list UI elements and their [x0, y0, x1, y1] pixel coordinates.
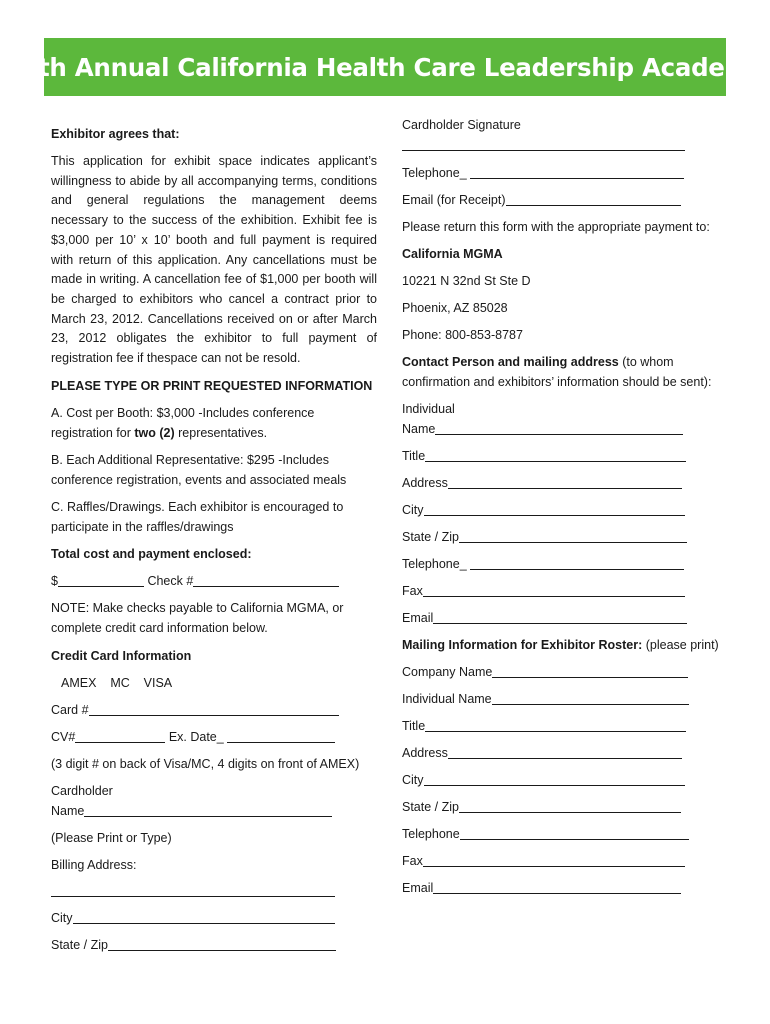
- item-a-pre: A. Cost per Booth: $3,000 -Includes conference registration for: [51, 405, 315, 440]
- email-receipt-label: Email (for Receipt): [402, 193, 506, 207]
- roster-address-label: Address: [402, 746, 448, 760]
- telephone-row: [402, 163, 722, 183]
- roster-title-label: Title: [402, 719, 426, 733]
- individual-label: Individual: [402, 402, 455, 416]
- page-title-banner: [4, 38, 766, 96]
- roster-title-row: [402, 716, 722, 736]
- roster-email-field[interactable]: [433, 880, 681, 894]
- contact-name-row: [402, 419, 722, 439]
- cardholder-name-field[interactable]: [84, 803, 332, 817]
- exhibitor-heading: Exhibitor agrees that:: [51, 127, 180, 141]
- roster-city-field[interactable]: [424, 772, 685, 786]
- payment-row: [51, 571, 377, 591]
- roster-title-field[interactable]: [425, 718, 686, 732]
- contact-city-label: City: [402, 503, 424, 517]
- contact-state-zip-field[interactable]: [459, 529, 687, 543]
- roster-state-zip-row: [402, 797, 722, 817]
- return-text: Please return this form with the appropriate payment to:: [402, 220, 710, 234]
- roster-company-label: Company Name: [402, 665, 493, 679]
- roster-city-label: City: [402, 773, 424, 787]
- roster-city-row: [402, 770, 722, 790]
- contact-heading: Contact Person and mailing address: [402, 355, 619, 369]
- roster-heading: Mailing Information for Exhibitor Roster:: [402, 638, 643, 652]
- cv-field[interactable]: [75, 729, 165, 743]
- cv-note: (3 digit # on back of Visa/MC, 4 digits on front of AMEX): [51, 756, 360, 771]
- org-address1: 10221 N 32nd St Ste D: [402, 274, 531, 288]
- contact-state-zip-row: [402, 527, 722, 547]
- item-b: B. Each Additional Representative: $295 -Includes conference registration, events and associated meals: [51, 452, 347, 487]
- right-column: [402, 115, 722, 898]
- signature-label: Cardholder Signature: [402, 118, 521, 132]
- contact-email-row: [402, 608, 722, 628]
- contact-email-label: Email: [402, 611, 434, 625]
- agreement-text: This application for exhibit space indicates applicant’s willingness to abide by all accompanying terms, conditions and general regulations the management deems necessary to the success of the exhibition. Exhibit fee is $3,000 per 10’ x 10’ booth and full payment is required with return of this application. Any cancellations must be made in writing. A cancellation fee of $1,000 per booth will be charged to exhibitors who cancel a contract prior to March 23, 2012. Cancellations received on or after March 23, 2012 obligates the exhibitor to full payment of registration fee if thespace can not be resold.: [51, 154, 377, 366]
- city-label: City: [51, 910, 73, 925]
- card-row: [51, 700, 377, 720]
- roster-company-row: [402, 662, 722, 682]
- contact-name-label: Name: [402, 422, 436, 436]
- contact-address-field[interactable]: [448, 475, 682, 489]
- roster-email-label: Email: [402, 881, 434, 895]
- contact-fax-label: Fax: [402, 584, 423, 598]
- check-label: Check #: [147, 573, 194, 588]
- roster-company-field[interactable]: [492, 664, 688, 678]
- telephone-field[interactable]: [470, 165, 684, 179]
- exp-label: Ex. Date_: [168, 729, 224, 744]
- signature-row: [402, 135, 722, 155]
- print-heading: PLEASE TYPE OR PRINT REQUESTED INFORMATION: [51, 378, 373, 393]
- contact-title-row: [402, 446, 722, 466]
- contact-email-field[interactable]: [433, 610, 687, 624]
- roster-fax-row: [402, 851, 722, 871]
- state-zip-row: [51, 935, 377, 955]
- card-number-field[interactable]: [89, 702, 339, 716]
- contact-title-field[interactable]: [425, 448, 686, 462]
- roster-email-row: [402, 878, 722, 898]
- contact-telephone-label: Telephone_: [402, 557, 467, 571]
- item-c: C. Raffles/Drawings. Each exhibitor is encouraged to participate in the raffles/drawings: [51, 499, 344, 534]
- card-types[interactable]: AMEX MC VISA: [61, 675, 173, 690]
- contact-paragraph: [402, 352, 722, 392]
- org-address2: Phoenix, AZ 85028: [402, 301, 508, 315]
- roster-individual-field[interactable]: [492, 691, 689, 705]
- state-zip-field[interactable]: [108, 937, 336, 951]
- contact-address-label: Address: [402, 476, 448, 490]
- billing-label: Billing Address:: [51, 857, 137, 872]
- note: NOTE: Make checks payable to California MGMA, or complete credit card information below.: [51, 600, 344, 635]
- exp-date-field[interactable]: [227, 729, 335, 743]
- contact-name-field[interactable]: [435, 421, 683, 435]
- name-label: Name: [51, 803, 85, 818]
- item-a-post: representatives.: [174, 425, 268, 440]
- roster-telephone-label: Telephone: [402, 827, 460, 841]
- telephone-label: Telephone_: [402, 166, 467, 180]
- contact-title-label: Title: [402, 449, 426, 463]
- roster-fax-field[interactable]: [423, 853, 685, 867]
- cardholder-name-row: [51, 801, 377, 821]
- check-number-field[interactable]: [193, 573, 339, 587]
- roster-address-row: [402, 743, 722, 763]
- roster-individual-label: Individual Name: [402, 692, 492, 706]
- left-column: [51, 124, 377, 955]
- contact-note: (to whom confirmation and exhibitors’ information should be sent):: [402, 355, 712, 389]
- email-receipt-field[interactable]: [506, 192, 681, 206]
- signature-field[interactable]: [402, 137, 685, 151]
- roster-address-field[interactable]: [448, 745, 682, 759]
- dollar-label: $: [51, 573, 58, 588]
- contact-address-row: [402, 473, 722, 493]
- roster-state-zip-label: State / Zip: [402, 800, 459, 814]
- item-a: [51, 403, 377, 443]
- roster-telephone-field[interactable]: [460, 826, 689, 840]
- cc-heading: Credit Card Information: [51, 648, 192, 663]
- contact-telephone-row: [402, 554, 722, 574]
- roster-state-zip-field[interactable]: [459, 799, 681, 813]
- org-name: California MGMA: [402, 247, 503, 261]
- roster-individual-row: [402, 689, 722, 709]
- city-row: [51, 908, 377, 928]
- contact-state-zip-label: State / Zip: [402, 530, 459, 544]
- contact-city-row: [402, 500, 722, 520]
- total-heading: Total cost and payment enclosed:: [51, 546, 252, 561]
- email-receipt-row: [402, 190, 722, 210]
- city-field[interactable]: [73, 910, 335, 924]
- roster-note: (please print): [642, 638, 719, 652]
- roster-fax-label: Fax: [402, 854, 423, 868]
- item-a-bold: two (2): [134, 425, 175, 440]
- cv-row: [51, 727, 377, 747]
- cardholder-label: Cardholder: [51, 783, 113, 798]
- card-label: Card #: [51, 702, 89, 717]
- contact-telephone-field[interactable]: [470, 556, 684, 570]
- billing-address-field[interactable]: [51, 883, 335, 897]
- org-phone: Phone: 800-853-8787: [402, 328, 523, 342]
- contact-fax-field[interactable]: [423, 583, 685, 597]
- roster-paragraph: [402, 635, 722, 655]
- print-type-note: (Please Print or Type): [51, 830, 172, 845]
- page-title: 15th Annual California Health Care Leadership Academy: [4, 52, 766, 82]
- billing-row: [51, 881, 377, 901]
- amount-field[interactable]: [58, 573, 144, 587]
- roster-telephone-row: [402, 824, 722, 844]
- cv-label: CV#: [51, 729, 76, 744]
- contact-city-field[interactable]: [424, 502, 685, 516]
- state-zip-label: State / Zip: [51, 937, 108, 952]
- contact-fax-row: [402, 581, 722, 601]
